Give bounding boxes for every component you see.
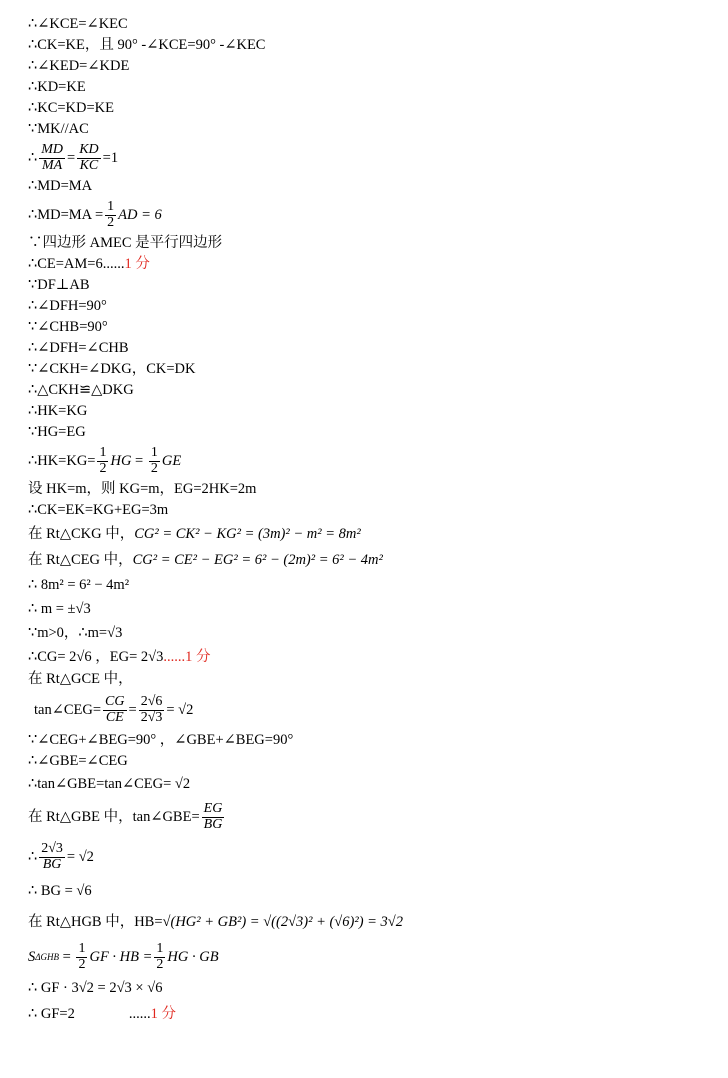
step-line: ∴∠DFH=∠CHB	[28, 340, 129, 356]
step-line: ∴KC=KD=KE	[28, 100, 114, 116]
step-line-scored: ∴CE=AM=6......1 分	[28, 256, 150, 272]
step-line: ∴∠KCE=∠KEC	[28, 16, 128, 32]
step-line: ∴CK=KE，且 90° -∠KCE=90° -∠KEC	[28, 37, 266, 53]
step-line: ∴∠DFH=90°	[28, 298, 107, 314]
fraction-half: $\frac{1}{2}$	[99, 444, 107, 476]
bg-value-line: ∴ BG = √6	[28, 883, 92, 899]
bg-fraction-equation: ∴ $\frac{2√3}{BG}$ = √2	[28, 840, 94, 872]
step-line: ∵MK//AC	[28, 121, 89, 137]
ratio-equation: ∴ $\frac{MD}{MA}$ = $\frac{KD}{KC}$ = 1	[28, 140, 718, 176]
step-line: ∴∠KED=∠KDE	[28, 58, 130, 74]
m-value-equation: ∴ m = ±√3	[28, 601, 91, 617]
cg-eg-line: ∴CG= 2√6 ，EG= 2√3......1 分	[28, 649, 211, 665]
fraction-half: $\frac{1}{2}$	[107, 198, 115, 230]
hb-equation: 在 Rt△HGB 中，HB=√(HG² + GB²) = √((2√3)² + (√6)²) = 3√2	[28, 914, 404, 930]
fraction-half: $\frac{1}{2}$	[78, 940, 86, 972]
score-mark: 1 分	[150, 1006, 176, 1022]
score-mark: 1 分	[124, 256, 150, 272]
step-line: 设 HK=m，则 KG=m，EG=2HK=2m	[28, 481, 257, 497]
gf-equation: ∴ GF · 3√2 = 2√3 × √6	[28, 980, 163, 996]
step-line: ∵四边形 AMEC 是平行四边形	[28, 235, 223, 251]
step-line: ∵HG=EG	[28, 424, 86, 440]
fraction-half: $\frac{1}{2}$	[156, 940, 164, 972]
fraction-kd-kc: $\frac{KD}{KC}$	[79, 141, 99, 173]
gf-result-line: ∴ GF=2 ......1 分	[28, 1006, 176, 1022]
fraction-two-rt3-bg: $\frac{2√3}{BG}$	[41, 840, 63, 872]
step-line: ∴KD=KE	[28, 79, 86, 95]
area-equation: S ΔGHB = $\frac{1}{2}$ GF · HB = $\frac{1}{2}$ HG · GB	[28, 940, 219, 972]
step-line: ∴△CKH≌△DKG	[28, 382, 134, 398]
fraction-roots: $\frac{2√6}{2√3}$	[140, 693, 163, 725]
step-line: ∵∠CEG+∠BEG=90° ，∠GBE+∠BEG=90°	[28, 732, 294, 748]
score-mark: 1 分	[185, 649, 211, 665]
step-line: ∵DF⊥AB	[28, 277, 90, 293]
ckg-equation: 在 Rt△CKG 中，CG² = CK² − KG² = (3m)² − m² = 8m²	[28, 526, 361, 542]
tan-gbe-equation: 在 Rt△GBE 中，tan∠GBE= $\frac{EG}{BG}$	[28, 800, 223, 832]
fraction-md-ma: $\frac{MD}{MA}$	[41, 141, 64, 173]
step-line: ∵∠CHB=90°	[28, 319, 108, 335]
fraction-cg-ce: $\frac{CG}{CE}$	[105, 693, 125, 725]
step-line: ∴CK=EK=KG+EG=3m	[28, 502, 169, 518]
m-positive-line: ∵m>0，∴m=√3	[28, 625, 123, 641]
tan-gbe-line: ∴tan∠GBE=tan∠CEG= √2	[28, 776, 191, 792]
step-line: ∴∠GBE=∠CEG	[28, 753, 128, 769]
fraction-half: $\frac{1}{2}$	[150, 444, 158, 476]
hk-kg-equation: ∴HK=KG= $\frac{1}{2}$ HG = $\frac{1}{2}$ GE	[28, 444, 182, 476]
step-line: ∴MD=MA	[28, 178, 93, 194]
therefore-symbol: ∴	[28, 150, 38, 166]
step-line: ∴HK=KG	[28, 403, 88, 419]
ceg-equation: 在 Rt△CEG 中，CG² = CE² − EG² = 6² − (2m)² = 6² − 4m²	[28, 552, 383, 568]
md-ma-equation: ∴MD=MA = $\frac{1}{2}$ AD = 6	[28, 198, 162, 230]
solution-document	[28, 14, 718, 1027]
eight-m-equation: ∴ 8m² = 6² − 4m²	[28, 577, 130, 593]
tan-ceg-equation: tan∠CEG= $\frac{CG}{CE}$ = $\frac{2√6}{2√3}$ = √2	[34, 693, 194, 725]
step-line: ∵∠CKH=∠DKG，CK=DK	[28, 361, 196, 377]
step-line: 在 Rt△GCE 中，	[28, 671, 133, 687]
fraction-eg-bg: $\frac{EG}{BG}$	[203, 800, 223, 832]
